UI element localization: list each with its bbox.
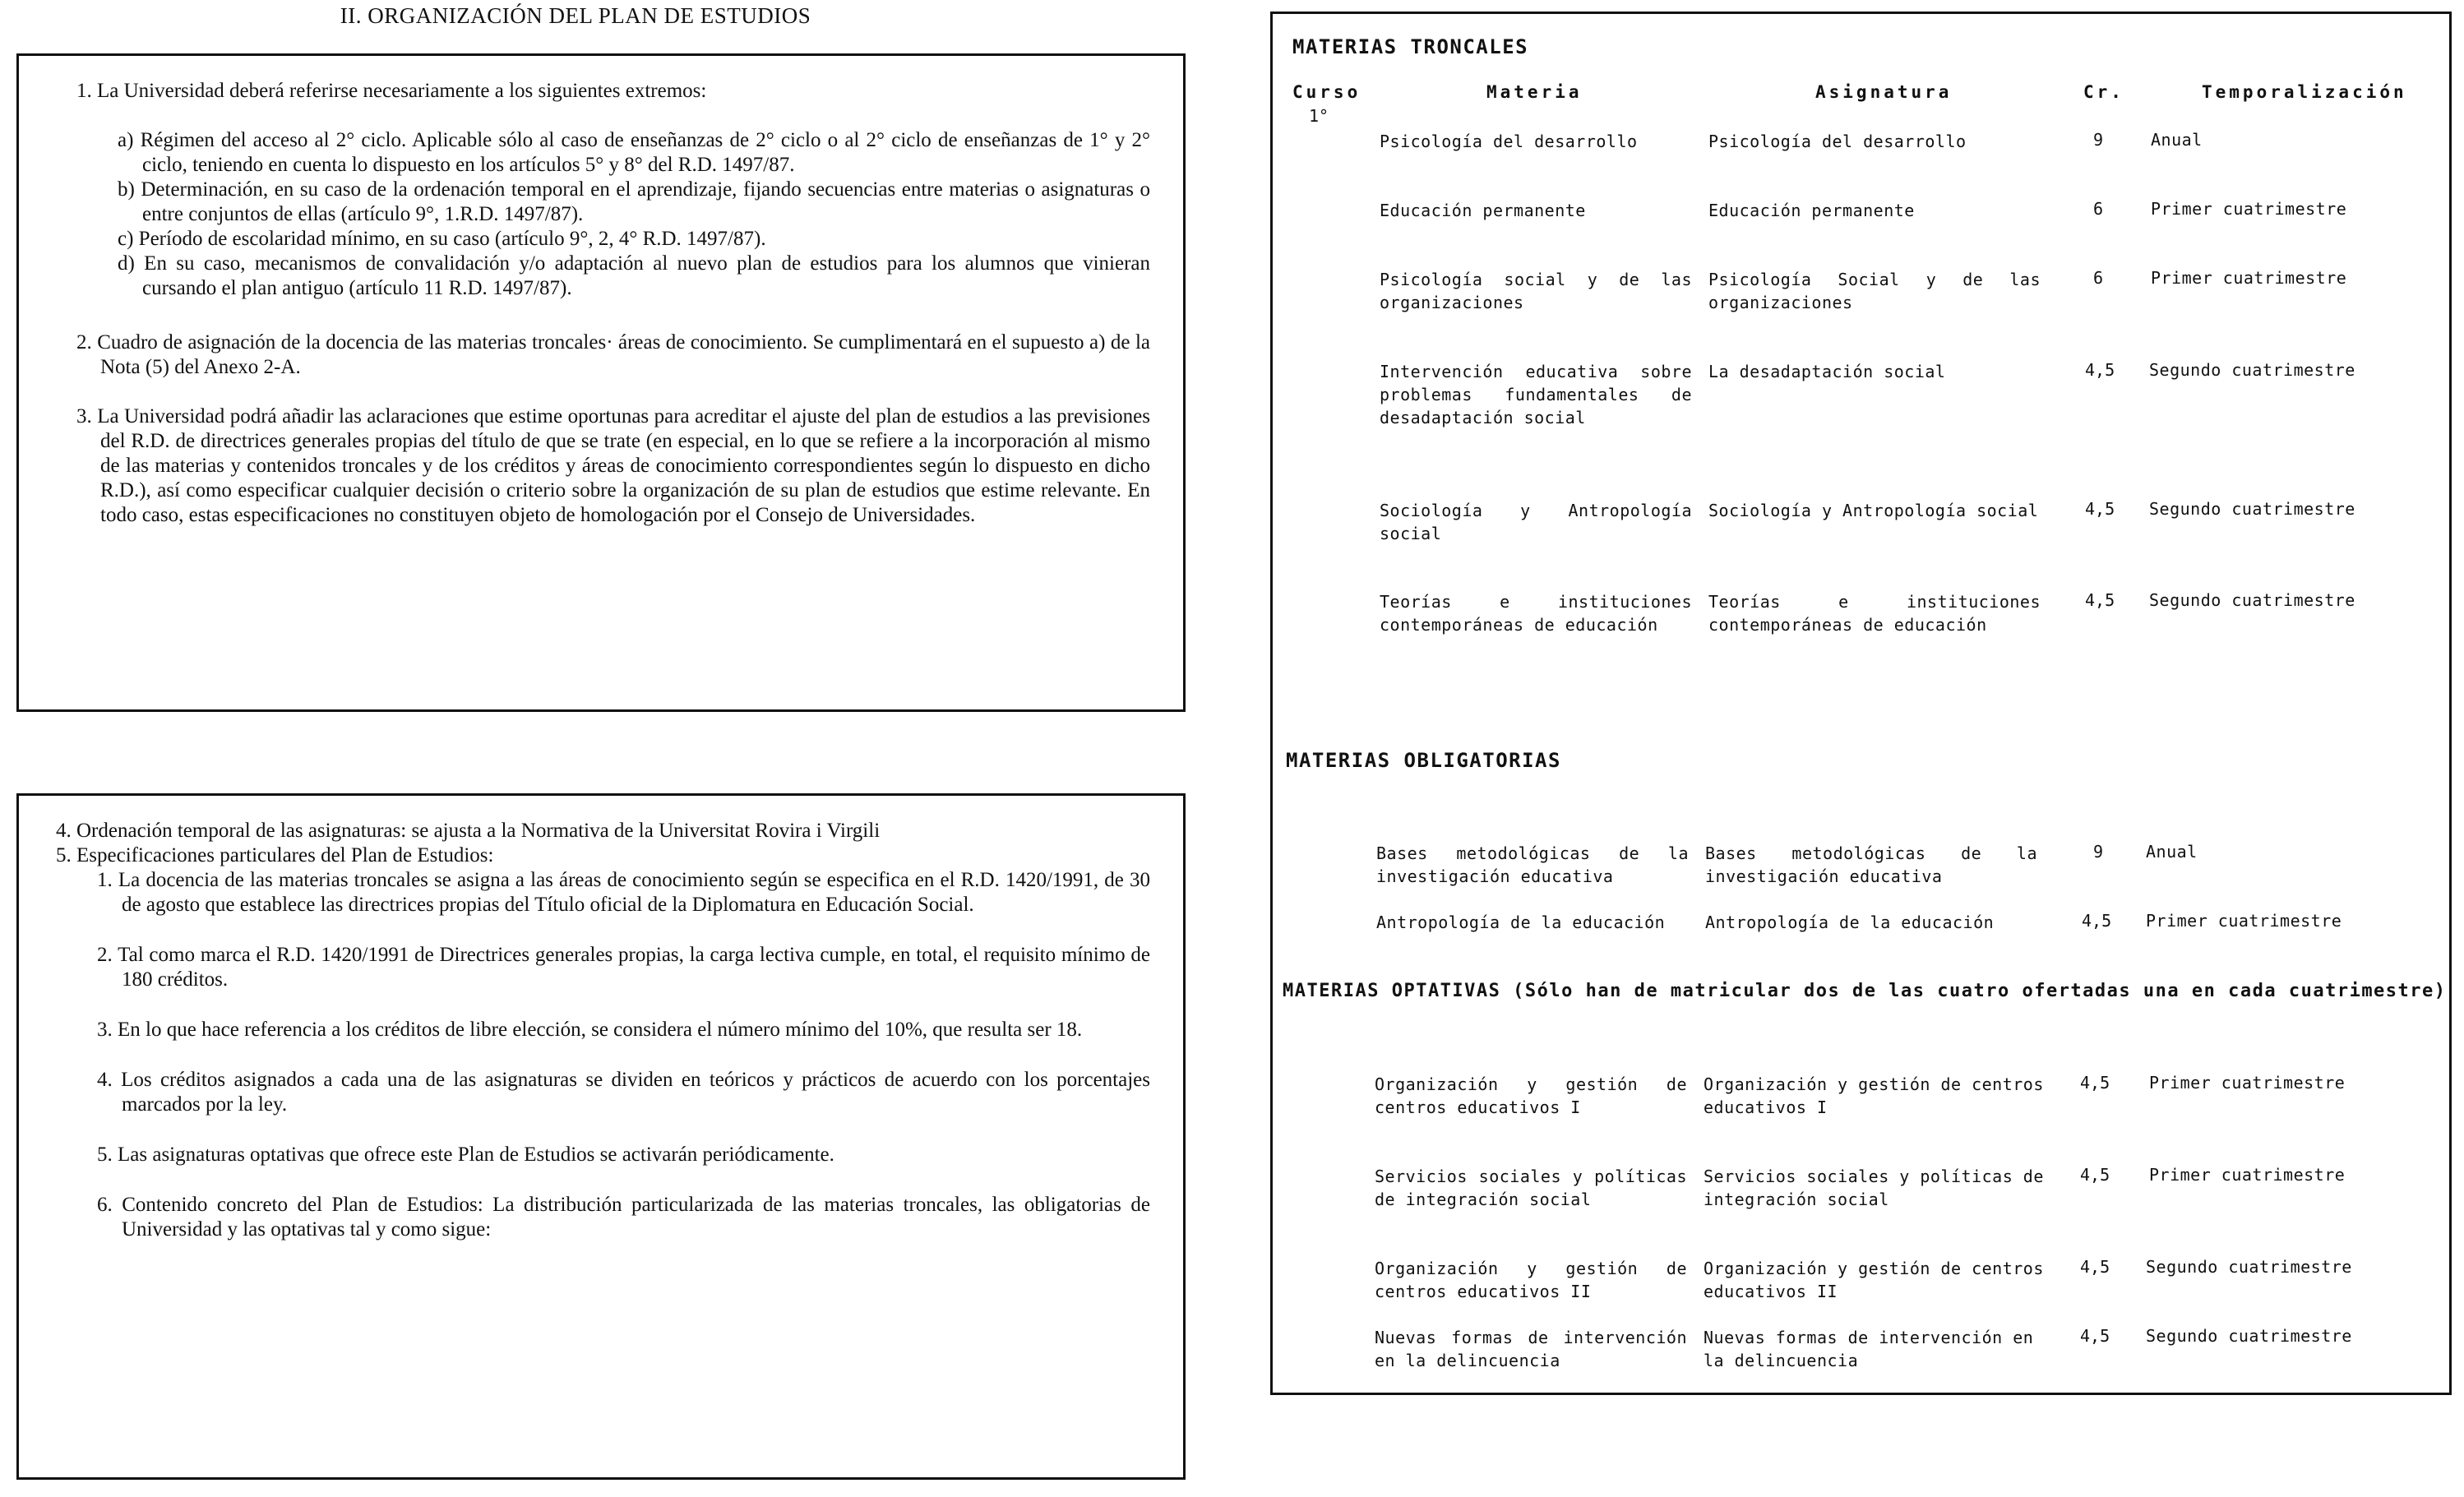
- page-title: II. ORGANIZACIÓN DEL PLAN DE ESTUDIOS: [340, 3, 811, 28]
- requirement-subitem-c: c) Período de escolaridad mínimo, en su caso (artículo 9°, 2, 4° R.D. 1497/87).: [118, 228, 766, 250]
- heading-troncales: MATERIAS TRONCALES: [1292, 35, 1529, 58]
- requirement-item-1: [76, 79, 1150, 104]
- specification-subitem-4: 4. Los créditos asignados a cada una de las asignaturas se dividen en teóricos y prácticos de acuerdo con los porcentajes marcados por la ley.: [97, 1069, 1150, 1116]
- asignatura-cell: Organización y gestión de centros educativos II: [1704, 1259, 2044, 1301]
- materia-cell: Bases metodológicas de la investigación educativa: [1376, 843, 1689, 886]
- creditos-cell: 6: [2093, 199, 2104, 219]
- column-header-materia: Materia: [1486, 82, 1583, 102]
- asignatura-cell: Psicología Social y de las organizaciones: [1708, 270, 2041, 312]
- materia-cell: Psicología del desarrollo: [1380, 132, 1638, 151]
- materia-cell: Teorías e instituciones contemporáneas de educación: [1380, 592, 1692, 635]
- asignatura-cell: Nuevas formas de intervención en la delincuencia: [1704, 1328, 2034, 1370]
- specification-subitem-3: 3. En lo que hace referencia a los créditos de libre elección, se considera el número mínimo del 10%, que resulta ser 18.: [97, 1019, 1083, 1041]
- temporalizacion-cell: Anual: [2151, 130, 2203, 150]
- requirement-item-1-text: 1. La Universidad deberá referirse necesariamente a los siguientes extremos:: [76, 80, 707, 102]
- temporalizacion-cell: Segundo cuatrimestre: [2146, 1326, 2352, 1346]
- asignatura-cell: Servicios sociales y políticas de integración social: [1704, 1167, 2044, 1209]
- requirement-item-3-text: 3. La Universidad podrá añadir las aclaraciones que estime oportunas para acreditar el ajuste del plan de estudios a las previsiones del R.D. de directrices generales propias del título de que se trate (en especial, en lo que se refiere a la incorporación al mismo de las materias y contenidos troncales y de los créditos y áreas de conocimiento correspondientes según lo dispuesto en dicho R.D.), así como especificar cualquier decisión o criterio sobre la organización de su plan de estudios que estime relevante. En todo caso, estas especificaciones no constituyen objeto de homologación por el Consejo de Universidades.: [76, 405, 1150, 526]
- creditos-cell: 4,5: [2080, 1073, 2110, 1093]
- requirement-item-2-text: 2. Cuadro de asignación de la docencia de las materias troncales· áreas de conocimiento. Se cumplimentará en el supuesto a) de la Nota (5) del Anexo 2-A.: [76, 331, 1150, 378]
- asignatura-cell: Antropología de la educación: [1705, 913, 1995, 932]
- temporalizacion-cell: Primer cuatrimestre: [2149, 1165, 2346, 1185]
- creditos-cell: 4,5: [2085, 360, 2115, 380]
- requirement-subitems: [76, 128, 1150, 301]
- curso-value: 1°: [1309, 106, 1329, 126]
- requirement-subitem-d: d) En su caso, mecanismos de convalidación y/o adaptación al nuevo plan de estudios para los alumnos que vinieran cursando el plan antiguo (artículo 11 R.D. 1497/87).: [118, 252, 1150, 299]
- column-header-creditos: Cr.: [2083, 82, 2124, 102]
- materia-cell: Antropología de la educación: [1376, 913, 1666, 932]
- materia-cell: Nuevas formas de intervención en la delincuencia: [1375, 1328, 1687, 1370]
- heading-obligatorias: MATERIAS OBLIGATORIAS: [1286, 749, 1561, 772]
- materia-cell: Educación permanente: [1380, 201, 1586, 220]
- creditos-cell: 4,5: [2082, 911, 2112, 931]
- curriculum-table-box: [1270, 12, 2452, 1395]
- specification-subitem-2: 2. Tal como marca el R.D. 1420/1991 de Directrices generales propias, la carga lectiva cumple, en total, el requisito mínimo de 180 créditos.: [97, 944, 1150, 991]
- requirement-item-3: [76, 404, 1150, 528]
- specification-subitem-1: 1. La docencia de las materias troncales se asigna a las áreas de conocimiento según se especifica en el R.D. 1420/1991, de 30 de agosto que establece las directrices propias del Título oficial de la Diplomatura en Educación Social.: [97, 869, 1150, 916]
- temporalizacion-cell: Primer cuatrimestre: [2149, 1073, 2346, 1093]
- asignatura-cell: Psicología del desarrollo: [1708, 132, 1967, 151]
- requirement-subitem-a: a) Régimen del acceso al 2° ciclo. Aplicable sólo al caso de enseñanzas de 2° ciclo o al 2° ciclo de enseñanzas de 1° y 2° ciclo, teniendo en cuenta lo dispuesto en los artículos 5° y 8° del R.D. 1497/87.: [118, 129, 1150, 176]
- asignatura-cell: Organización y gestión de centros educativos I: [1704, 1074, 2044, 1117]
- temporalizacion-cell: Primer cuatrimestre: [2146, 911, 2342, 931]
- specifications-box: [16, 793, 1186, 1480]
- specification-subitem-6: 6. Contenido concreto del Plan de Estudios: La distribución particularizada de las materias troncales, las obligatorias de Universidad y las optativas tal y como sigue:: [97, 1194, 1150, 1241]
- temporalizacion-cell: Segundo cuatrimestre: [2149, 499, 2355, 519]
- specification-item-4: 4. Ordenación temporal de las asignaturas: se ajusta a la Normativa de la Universitat Rovira i Virgili: [56, 820, 881, 842]
- asignatura-cell: Sociología y Antropología social: [1708, 501, 2039, 520]
- temporalizacion-cell: Anual: [2146, 842, 2198, 862]
- materia-cell: Psicología social y de las organizaciones: [1380, 270, 1692, 312]
- materia-cell: Servicios sociales y políticas de integración social: [1375, 1167, 1687, 1209]
- materia-cell: Sociología y Antropología social: [1380, 501, 1692, 543]
- temporalizacion-cell: Primer cuatrimestre: [2151, 199, 2347, 219]
- asignatura-cell: Teorías e instituciones contemporáneas de educación: [1708, 592, 2041, 635]
- materia-cell: Organización y gestión de centros educativos I: [1375, 1074, 1687, 1117]
- asignatura-cell: La desadaptación social: [1708, 362, 1946, 381]
- creditos-cell: 4,5: [2080, 1326, 2110, 1346]
- specification-subitems: [56, 868, 1150, 1242]
- heading-optativas: MATERIAS OPTATIVAS (Sólo han de matricular dos de las cuatro ofertadas una en cada cuatrimestre): [1283, 981, 2447, 1001]
- column-header-asignatura: Asignatura: [1815, 82, 1953, 102]
- column-header-temporalizacion: Temporalización: [2202, 82, 2407, 102]
- general-requirements-box: [16, 53, 1186, 712]
- specification-subitem-5: 5. Las asignaturas optativas que ofrece este Plan de Estudios se activarán periódicamente.: [97, 1144, 834, 1166]
- column-header-curso: Curso: [1292, 82, 1361, 102]
- materia-cell: Organización y gestión de centros educativos II: [1375, 1259, 1687, 1301]
- materia-cell: Intervención educativa sobre problemas fundamentales de desadaptación social: [1380, 362, 1692, 427]
- temporalizacion-cell: Primer cuatrimestre: [2151, 268, 2347, 288]
- asignatura-cell: Bases metodológicas de la investigación educativa: [1705, 843, 2037, 886]
- creditos-cell: 4,5: [2085, 499, 2115, 519]
- temporalizacion-cell: Segundo cuatrimestre: [2149, 590, 2355, 610]
- specification-item-5: 5. Especificaciones particulares del Plan de Estudios:: [56, 844, 494, 866]
- creditos-cell: 6: [2093, 268, 2104, 288]
- requirement-subitem-b: b) Determinación, en su caso de la ordenación temporal en el aprendizaje, fijando secuencias entre materias o asignaturas o entre conjuntos de ellas (artículo 9°, 1.R.D. 1497/87).: [118, 178, 1150, 225]
- creditos-cell: 4,5: [2085, 590, 2115, 610]
- temporalizacion-cell: Segundo cuatrimestre: [2149, 360, 2355, 380]
- creditos-cell: 9: [2093, 842, 2104, 862]
- asignatura-cell: Educación permanente: [1708, 201, 1915, 220]
- requirement-item-2: [76, 330, 1150, 380]
- temporalizacion-cell: Segundo cuatrimestre: [2146, 1257, 2352, 1277]
- creditos-cell: 4,5: [2080, 1165, 2110, 1185]
- creditos-cell: 4,5: [2080, 1257, 2110, 1277]
- creditos-cell: 9: [2093, 130, 2104, 150]
